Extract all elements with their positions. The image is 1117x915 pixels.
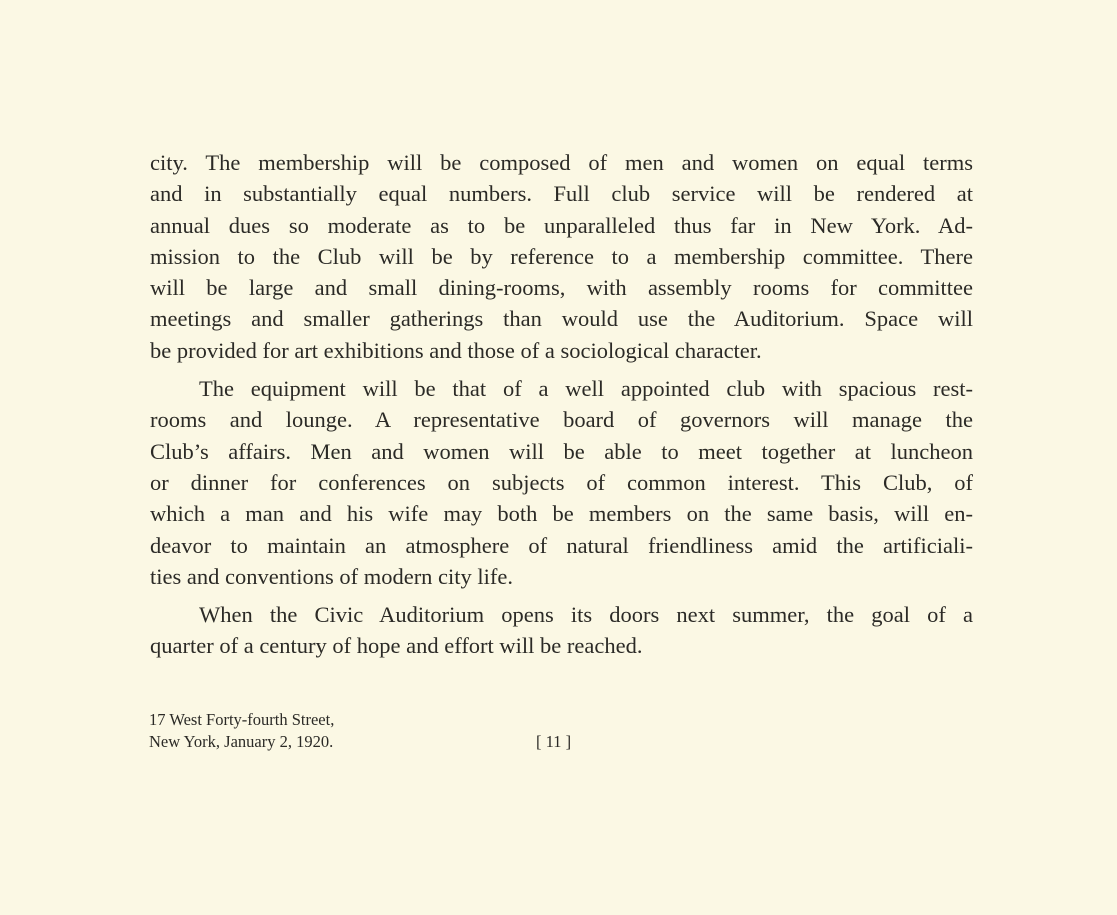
date-line: New York, January 2, 1920. [149,732,334,751]
text-line: ties and conventions of modern city life. [150,563,514,589]
body-text [150,147,973,669]
paragraph-auditorium [150,599,973,662]
text-line: mission to the Club will be by reference to a membership committee. There [150,243,973,269]
text-line: be provided for art exhibitions and those of a sociological character. [150,337,762,363]
text-line: The equipment will be that of a well appointed club with spacious rest- [199,376,973,402]
text-line: will be large and small dining-rooms, with assembly rooms for committee [150,275,973,301]
footer-address [149,709,334,753]
paragraph-membership [150,147,973,366]
text-line: which a man and his wife may both be members on the same basis, will en- [150,501,973,527]
text-line: deavor to maintain an atmosphere of natural friendliness amid the artificiali- [150,532,973,558]
page-number: [ 11 ] [536,732,572,751]
text-line: or dinner for conferences on subjects of common interest. This Club, of [150,469,973,495]
text-line: and in substantially equal numbers. Full club service will be rendered at [150,181,973,207]
text-line: city. The membership will be composed of men and women on equal terms [150,150,973,175]
address-line: 17 West Forty-fourth Street, [149,710,335,729]
text-line: annual dues so moderate as to be unparalleled thus far in New York. Ad- [150,212,973,238]
text-line: rooms and lounge. A representative board of governors will manage the [150,407,973,433]
text-line: quarter of a century of hope and effort will be reached. [150,633,643,659]
text-line: Club’s affairs. Men and women will be able to meet together at luncheon [150,438,973,464]
paragraph-equipment [150,373,973,592]
text-line: When the Civic Auditorium opens its doors next summer, the goal of a [199,602,973,628]
text-line: meetings and smaller gatherings than would use the Auditorium. Space will [150,306,973,332]
